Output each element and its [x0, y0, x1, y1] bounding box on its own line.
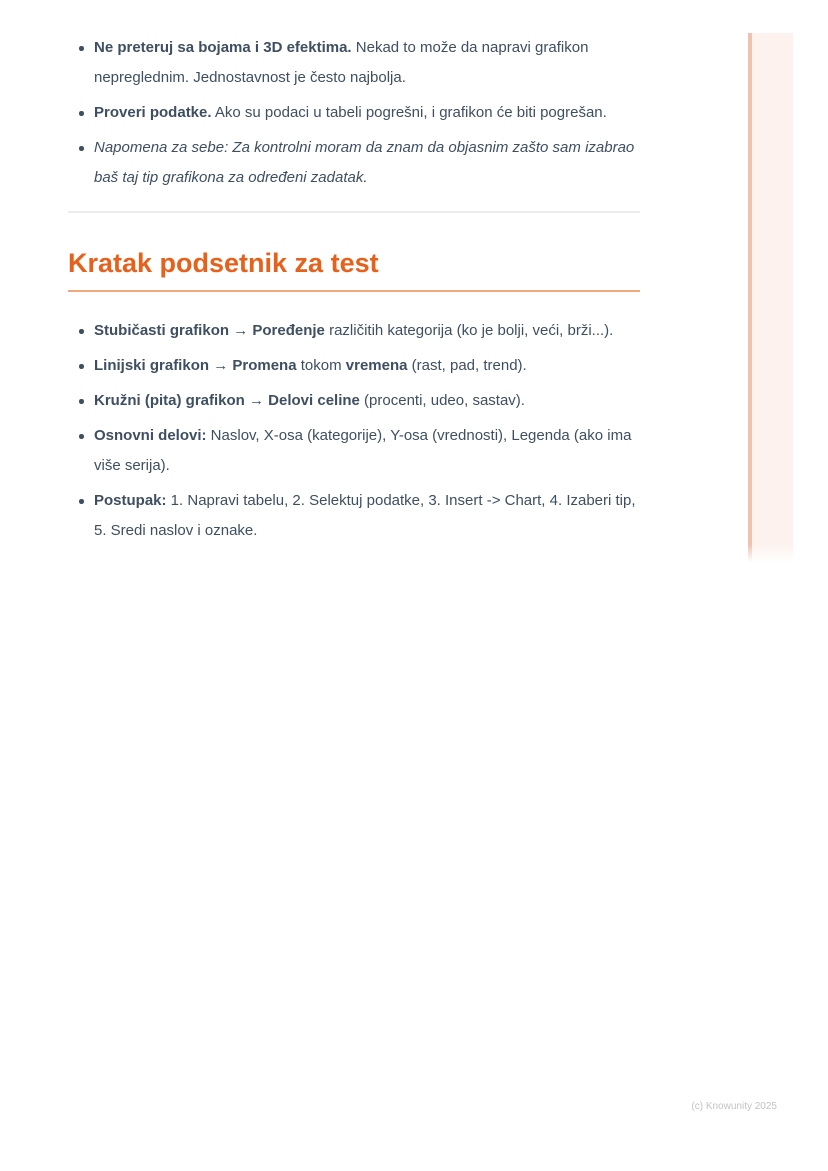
list-item-text: Napomena za sebe: Za kontrolni moram da znam da objasnim zašto sam izabrao baš taj tip grafikona za određeni zadatak.: [94, 139, 635, 186]
footer-credit: (c) Knowunity 2025: [691, 1101, 777, 1112]
list-item-text: (procenti, udeo, sastav).: [359, 392, 525, 409]
section-title: Kratak podsetnik za test: [68, 249, 640, 292]
list-item-text: →: [244, 392, 269, 409]
list-item: [68, 316, 640, 346]
list-item-text: Proveri podatke.: [94, 104, 212, 121]
list-item-text: Kružni (pita) grafikon: [94, 392, 245, 409]
list-item-text: Linijski grafikon: [94, 357, 210, 374]
list-item-text: →: [229, 322, 253, 339]
list-item-text: vremena: [345, 357, 408, 374]
list-item-text: Postupak:: [94, 492, 167, 509]
list-item-text: Ne preteruj sa bojama i 3D efektima.: [94, 39, 352, 56]
tips-list: [68, 33, 640, 193]
summary-list: [68, 316, 640, 546]
list-item: [68, 133, 640, 193]
list-item-text: tokom: [296, 357, 346, 374]
section-divider: [68, 211, 640, 213]
list-item-text: Osnovni delovi:: [94, 427, 207, 444]
list-item-text: Promena: [232, 357, 297, 374]
list-item: [68, 386, 640, 416]
highlight-stripe: [748, 33, 793, 562]
list-item-text: Delovi celine: [268, 392, 360, 409]
page-content: [0, 0, 828, 546]
list-item-text: Poređenje: [252, 322, 325, 339]
list-item: [68, 98, 640, 128]
list-item: [68, 351, 640, 381]
list-item-text: 1. Napravi tabelu, 2. Selektuj podatke, 3. Insert -> Chart, 4. Izaberi tip, 5. Sredi naslov i oznake.: [94, 492, 636, 539]
list-item-text: Stubičasti grafikon: [94, 322, 230, 339]
list-item-text: Naslov, X-osa (kategorije), Y-osa (vrednosti), Legenda (ako ima više serija).: [94, 427, 632, 474]
list-item-text: Nekad to može da napravi grafikon nepreglednim. Jednostavnost je često najbolja.: [94, 39, 589, 86]
list-item: [68, 33, 640, 93]
list-item-text: (rast, pad, trend).: [407, 357, 527, 374]
list-item: [68, 486, 640, 546]
list-item-text: različitih kategorija (ko je bolji, veći, brži...).: [324, 322, 614, 339]
list-item-text: Ako su podaci u tabeli pogrešni, i grafikon će biti pogrešan.: [211, 104, 607, 121]
list-item-text: →: [209, 357, 233, 374]
list-item: [68, 421, 640, 481]
